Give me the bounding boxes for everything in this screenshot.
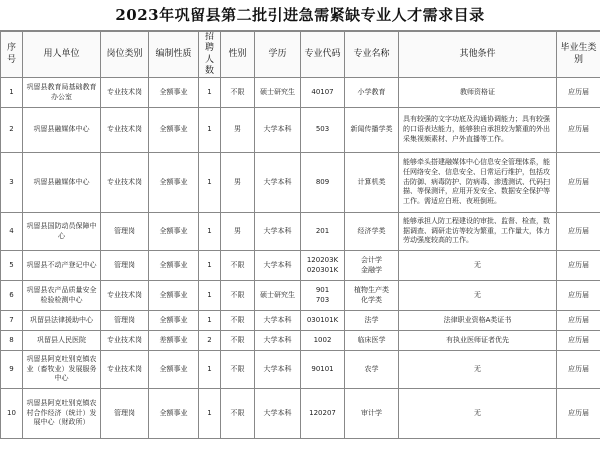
cell-major-code: 809 [301, 153, 345, 213]
cell-graduate: 应历届 [557, 281, 600, 311]
cell-count: 1 [199, 213, 221, 251]
cell-graduate: 应历届 [557, 389, 600, 439]
talent-demand-table [0, 31, 600, 439]
cell-education: 大学本科 [255, 108, 301, 153]
cell-count: 1 [199, 281, 221, 311]
cell-post-type: 专业技术岗 [101, 108, 149, 153]
cell-major-name: 法学 [345, 311, 399, 331]
cell-post-type: 管理岗 [101, 389, 149, 439]
cell-count: 1 [199, 108, 221, 153]
cell-graduate: 应历届 [557, 351, 600, 389]
cell-other: 无 [399, 389, 557, 439]
cell-education: 大学本科 [255, 351, 301, 389]
cell-post-type: 专业技术岗 [101, 351, 149, 389]
cell-staffing: 全额事业 [149, 78, 199, 108]
cell-unit: 巩留县国防动员保障中心 [23, 213, 101, 251]
table-row [1, 311, 600, 331]
cell-post-type: 专业技术岗 [101, 331, 149, 351]
cell-gender: 不限 [221, 311, 255, 331]
cell-other: 无 [399, 351, 557, 389]
header-no: 序号 [1, 32, 23, 78]
cell-unit: 巩留县教育局基础教育办公室 [23, 78, 101, 108]
cell-major-code: 40107 [301, 78, 345, 108]
cell-major-code: 120203K 020301K [301, 251, 345, 281]
cell-unit: 巩留县农产品质量安全检验检测中心 [23, 281, 101, 311]
cell-gender: 不限 [221, 389, 255, 439]
cell-staffing: 差额事业 [149, 331, 199, 351]
cell-unit: 巩留县融媒体中心 [23, 153, 101, 213]
cell-post-type: 管理岗 [101, 251, 149, 281]
header-graduate: 毕业生类别 [557, 32, 600, 78]
cell-unit: 巩留县阿克吐别克镇农业（畜牧业）发展服务中心 [23, 351, 101, 389]
cell-gender: 不限 [221, 251, 255, 281]
cell-count: 1 [199, 251, 221, 281]
cell-gender: 男 [221, 153, 255, 213]
cell-major-name: 审计学 [345, 389, 399, 439]
table-row [1, 108, 600, 153]
cell-other: 教师资格证 [399, 78, 557, 108]
cell-major-code: 120207 [301, 389, 345, 439]
table-row [1, 153, 600, 213]
header-count: 招聘人数 [199, 32, 221, 78]
cell-post-type: 管理岗 [101, 213, 149, 251]
cell-other: 有执业医师证者优先 [399, 331, 557, 351]
header-unit: 用人单位 [23, 32, 101, 78]
cell-graduate: 应历届 [557, 311, 600, 331]
table-row [1, 78, 600, 108]
cell-count: 1 [199, 389, 221, 439]
cell-major-name: 临床医学 [345, 331, 399, 351]
document-title: 2023年巩留县第二批引进急需紧缺专业人才需求目录 [0, 0, 600, 31]
cell-post-type: 专业技术岗 [101, 281, 149, 311]
cell-education: 大学本科 [255, 251, 301, 281]
cell-graduate: 应历届 [557, 251, 600, 281]
header-education: 学历 [255, 32, 301, 78]
cell-major-code: 201 [301, 213, 345, 251]
table-row [1, 251, 600, 281]
cell-count: 2 [199, 331, 221, 351]
cell-major-name: 植物生产类 化学类 [345, 281, 399, 311]
header-other: 其他条件 [399, 32, 557, 78]
cell-other: 具有较强的文字功底及沟通协调能力；具有较强的口语表达能力，能够独自承担较为繁重的外出采集视频素材、户外直播等工作。 [399, 108, 557, 153]
cell-graduate: 应历届 [557, 213, 600, 251]
cell-no: 2 [1, 108, 23, 153]
header-post-type: 岗位类别 [101, 32, 149, 78]
cell-gender: 男 [221, 108, 255, 153]
cell-count: 1 [199, 311, 221, 331]
table-header-row [1, 32, 600, 78]
cell-other: 能够承担人防工程建设的审批、监督、检查，数据调查、调研走访等较为繁重，工作量大，体力劳动强度较高的工作。 [399, 213, 557, 251]
cell-staffing: 全额事业 [149, 311, 199, 331]
cell-staffing: 全额事业 [149, 389, 199, 439]
header-gender: 性别 [221, 32, 255, 78]
cell-unit: 巩留县融媒体中心 [23, 108, 101, 153]
cell-graduate: 应历届 [557, 108, 600, 153]
cell-major-name: 经济学类 [345, 213, 399, 251]
cell-count: 1 [199, 351, 221, 389]
cell-staffing: 全额事业 [149, 153, 199, 213]
cell-no: 1 [1, 78, 23, 108]
cell-unit: 巩留县不动产登记中心 [23, 251, 101, 281]
cell-staffing: 全额事业 [149, 351, 199, 389]
table-body [1, 78, 600, 439]
header-major-name: 专业名称 [345, 32, 399, 78]
cell-no: 9 [1, 351, 23, 389]
cell-unit: 巩留县法律援助中心 [23, 311, 101, 331]
cell-major-code: 90101 [301, 351, 345, 389]
cell-other: 无 [399, 251, 557, 281]
cell-no: 8 [1, 331, 23, 351]
cell-other: 能够牵头搭建融媒体中心信息安全管理体系，能任网络安全、信息安全、日常运行维护，包括攻击防御、病毒防护、防病毒、渗透测试、代码扫描、等保测评，应用开发安全、数据安全保护等工作。需适应白班、夜班倒班。 [399, 153, 557, 213]
cell-major-code: 503 [301, 108, 345, 153]
cell-education: 大学本科 [255, 331, 301, 351]
cell-major-name: 农学 [345, 351, 399, 389]
cell-graduate: 应历届 [557, 153, 600, 213]
cell-no: 3 [1, 153, 23, 213]
cell-staffing: 全额事业 [149, 281, 199, 311]
cell-no: 7 [1, 311, 23, 331]
cell-major-code: 1002 [301, 331, 345, 351]
header-major-code: 专业代码 [301, 32, 345, 78]
table-row [1, 281, 600, 311]
cell-gender: 不限 [221, 78, 255, 108]
cell-post-type: 专业技术岗 [101, 78, 149, 108]
cell-gender: 不限 [221, 281, 255, 311]
cell-education: 大学本科 [255, 311, 301, 331]
cell-education: 大学本科 [255, 213, 301, 251]
cell-unit: 巩留县阿克吐别克镇农村合作经济（统计）发展中心（财政所） [23, 389, 101, 439]
cell-no: 10 [1, 389, 23, 439]
cell-staffing: 全额事业 [149, 251, 199, 281]
cell-unit: 巩留县人民医院 [23, 331, 101, 351]
cell-count: 1 [199, 78, 221, 108]
cell-staffing: 全额事业 [149, 108, 199, 153]
cell-other: 法律职业资格A类证书 [399, 311, 557, 331]
cell-no: 5 [1, 251, 23, 281]
cell-staffing: 全额事业 [149, 213, 199, 251]
table-row [1, 331, 600, 351]
cell-no: 6 [1, 281, 23, 311]
cell-count: 1 [199, 153, 221, 213]
cell-education: 大学本科 [255, 389, 301, 439]
cell-education: 硕士研究生 [255, 281, 301, 311]
cell-post-type: 管理岗 [101, 311, 149, 331]
table-row [1, 389, 600, 439]
cell-major-name: 小学教育 [345, 78, 399, 108]
cell-education: 硕士研究生 [255, 78, 301, 108]
cell-major-code: 901 703 [301, 281, 345, 311]
cell-education: 大学本科 [255, 153, 301, 213]
cell-no: 4 [1, 213, 23, 251]
cell-gender: 不限 [221, 331, 255, 351]
cell-major-name: 会计学 金融学 [345, 251, 399, 281]
cell-post-type: 专业技术岗 [101, 153, 149, 213]
cell-other: 无 [399, 281, 557, 311]
cell-gender: 不限 [221, 351, 255, 389]
cell-gender: 男 [221, 213, 255, 251]
cell-graduate: 应历届 [557, 78, 600, 108]
cell-major-code: 030101K [301, 311, 345, 331]
table-row [1, 351, 600, 389]
table-row [1, 213, 600, 251]
cell-graduate: 应历届 [557, 331, 600, 351]
cell-major-name: 计算机类 [345, 153, 399, 213]
cell-major-name: 新闻传播学类 [345, 108, 399, 153]
header-staffing: 编制性质 [149, 32, 199, 78]
